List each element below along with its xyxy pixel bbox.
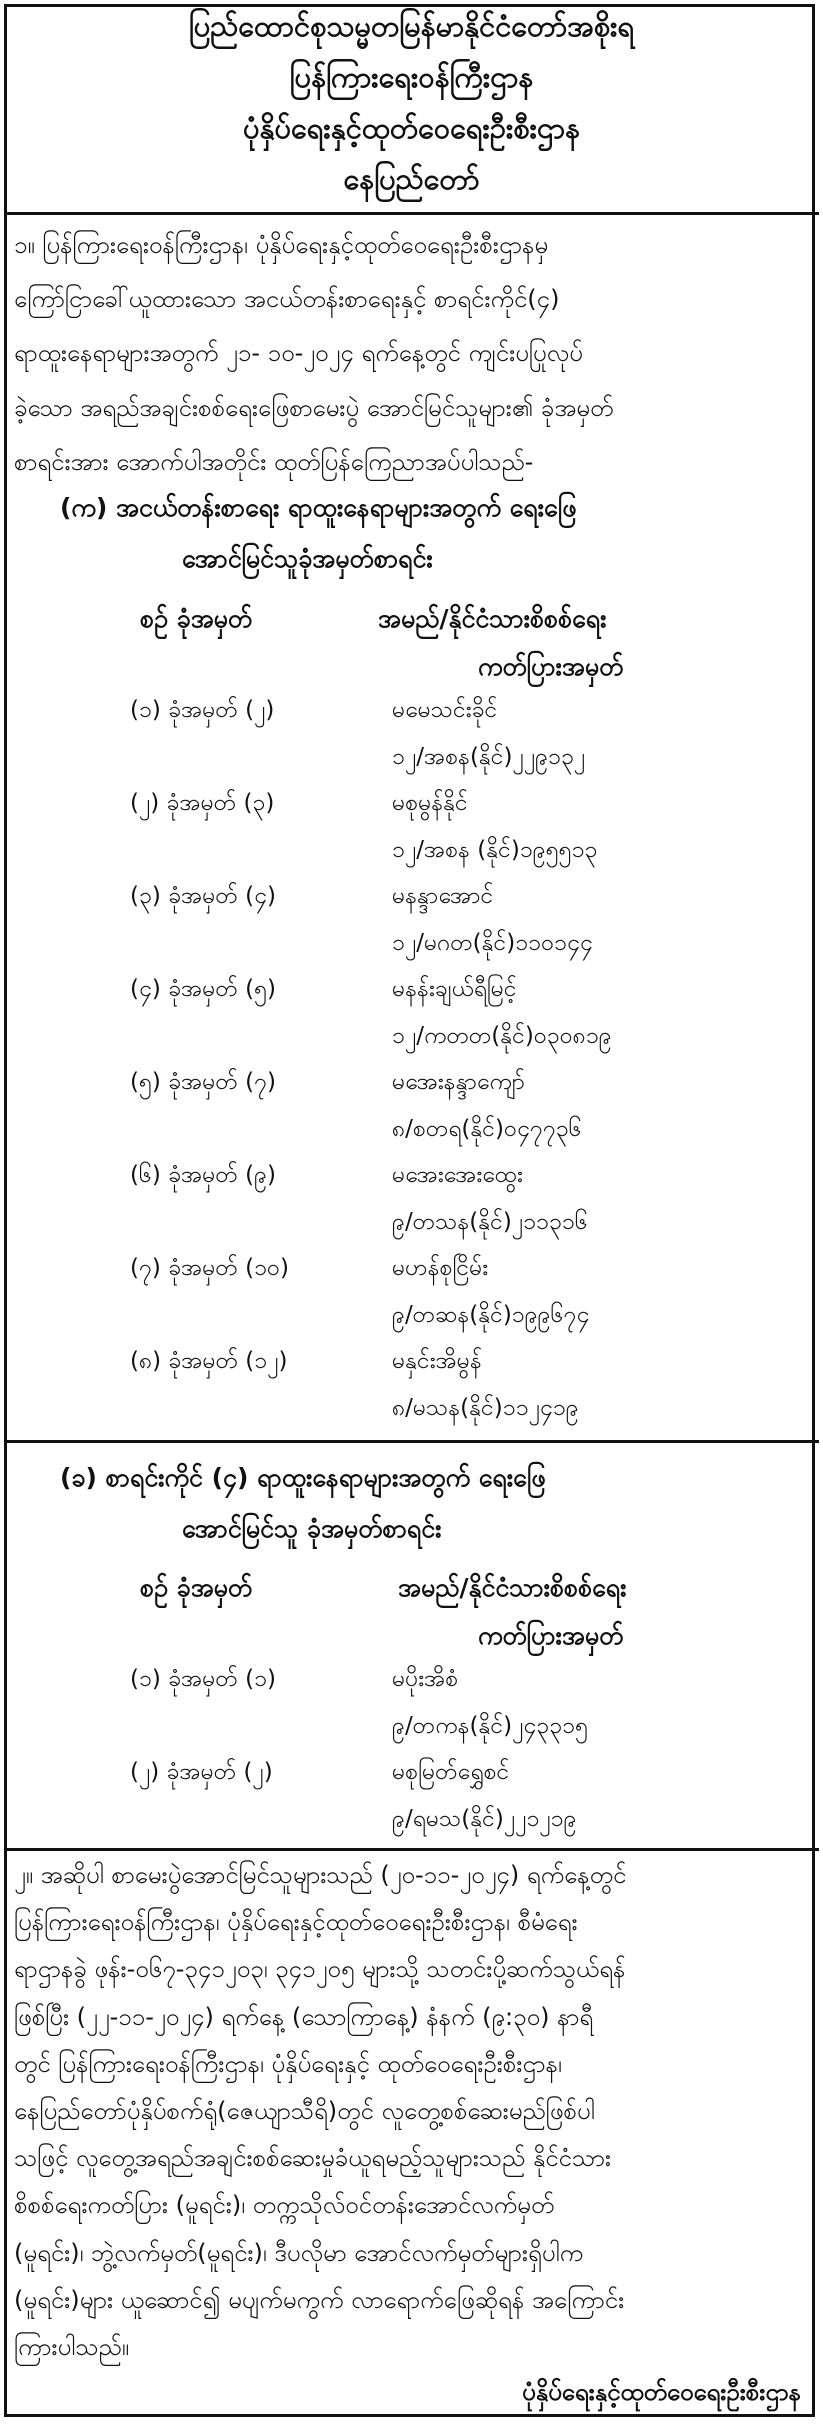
section-a-seq-header: စဉ် ခုံအမှတ် [140,604,253,633]
header-department: ပုံနှိပ်ရေးနှင့်ထုတ်ဝေရေးဦးစီးဌာန [242,111,581,145]
section-a-title: (က) အငယ်တန်းစာရေး ရာထူးနေရာများအတွက် ရေးဖြေ [60,493,577,522]
instructions-line: (မူရင်း)များ ယူဆောင်၍ မပျက်မကွက် လာရောက်ဖြေဆိုရန် အကြောင်း [14,2285,625,2314]
intro-paragraph [14,218,809,489]
section-a-row-nrc: ၉/တဆန(နိုင်)၁၉၉၆၇၄ [392,1302,590,1328]
section-a-row-seq: (၂) ခုံအမှတ် (၃) [130,790,275,816]
section-a-row-name: မနန်းချယ်ရီမြင့် [392,976,517,1002]
section-a-row-nrc: ၉/တသန(နိုင်)၂၁၁၃၁၆ [392,1209,588,1235]
intro-line: ၁။ ပြန်ကြားရေးဝန်ကြီးဌာန၊ ပုံနှိပ်ရေးနှင့်ထုတ်ဝေရေးဦးစီးဌာနမှ [14,231,549,259]
instructions-line: သဖြင့် လူတွေ့အရည်အချင်းစစ်ဆေးမှုခံယူရမည့်သူများသည် နိုင်ငံသား [14,2144,612,2173]
header-government: ပြည်ထောင်စုသမ္မတမြန်မာနိုင်ငံတော်အစိုးရ [188,9,635,43]
header-location: နေပြည်တော် [343,162,480,196]
instructions-line: နေပြည်တော်ပုံနှိပ်စက်ရုံ(ဇေယျာသီရိ)တွင် လူတွေ့စစ်ဆေးမည်ဖြစ်ပါ [14,2096,595,2125]
section-a-row-seq: (၁) ခုံအမှတ် (၂) [130,697,275,723]
instructions-line: ပြန်ကြားရေးဝန်ကြီးဌာန၊ ပုံနှိပ်ရေးနှင့်ထုတ်ဝေရေးဦးစီးဌာန၊ စီမံရေး [14,1908,578,1937]
instructions-line: (မူရင်း)၊ ဘွဲ့လက်မှတ်(မူရင်း)၊ ဒီပလိုမာ အောင်လက်မှတ်များရှိပါက [14,2238,584,2267]
section-a-divider [4,1440,819,1443]
section-b-card-header: ကတ်ပြားအမှတ် [478,1621,624,1650]
section-b-subtitle: အောင်မြင်သူ ခုံအမှတ်စာရင်း [182,1514,442,1543]
intro-line: ခဲ့သော အရည်အချင်းစစ်ရေးဖြေစာမေးပွဲ အောင်မြင်သူများ၏ ခုံအမှတ် [14,393,614,422]
section-b-divider [4,1848,819,1851]
instructions-line: ကြားပါသည်။ [14,2332,129,2361]
section-a-row-nrc: ၈/မသန(နိုင်)၁၁၂၄၁၉ [392,1395,579,1421]
section-a-subtitle: အောင်မြင်သူခုံအမှတ်စာရင်း [182,544,433,573]
intro-line: ကြော်ငြာခေါ်ယူထားသော အငယ်တန်းစာရေးနှင့် စာရင်းကိုင်(၄) [14,285,560,314]
section-a-card-header: ကတ်ပြားအမှတ် [478,652,624,681]
section-b-seq-header: စဉ် ခုံအမှတ် [140,1573,253,1602]
instructions-paragraph [14,1852,809,2371]
section-a-row-seq: (၈) ခုံအမှတ် (၁၂) [130,1348,288,1374]
instructions-line: စိစစ်ရေးကတ်ပြား (မူရင်း)၊ တက္ကသိုလ်ဝင်တန်းအောင်လက်မှတ် [14,2191,555,2220]
section-b-row-seq: (၂) ခုံအမှတ် (၂) [130,1759,273,1785]
section-a-row-name: မစုမွန်နိုင် [392,790,468,816]
section-a-name-header: အမည်/နိုင်ငံသားစိစစ်ရေး [378,604,607,633]
section-b-row-nrc: ၉/တကန(နိုင်)၂၄၃၃၁၅ [392,1713,589,1739]
section-a-row-name: မမေသင်းခိုင် [392,697,498,723]
instructions-line: ဖြစ်ပြီး (၂၂-၁၁-၂၀၂၄) ရက်နေ့ (သောကြာနေ့) နံနက် (၉:၃၀) နာရီ [14,2002,594,2031]
section-b-row-name: မပိုးအိစံ [392,1666,459,1692]
intro-line: စာရင်းအား အောက်ပါအတိုင်း ထုတ်ပြန်ကြေညာအပ်ပါသည်- [14,447,534,476]
section-b-row-seq: (၁) ခုံအမှတ် (၁) [130,1666,276,1692]
section-b-name-header: အမည်/နိုင်ငံသားစိစစ်ရေး [398,1573,627,1602]
section-b-title: (ခ) စာရင်းကိုင် (၄) ရာထူးနေရာများအတွက် ရေးဖြေ [60,1463,546,1492]
section-a-row-name: မနှင်းအိမွန် [392,1348,482,1374]
header-divider [4,212,819,215]
section-a-row-seq: (၅) ခုံအမှတ် (၇) [130,1069,276,1095]
section-b-row-nrc: ၉/ရမသ(နိုင်)၂၂၁၂၁၉ [392,1806,577,1832]
instructions-line: ၂။ အဆိုပါ စာမေးပွဲအောင်မြင်သူများသည် (၂၀-၁၁-၂၀၂၄) ရက်နေ့တွင် [14,1861,627,1889]
section-a-row-name: မအေးအေးထွေး [392,1162,523,1188]
header-ministry: ပြန်ကြားရေးဝန်ကြီးဌာန [289,60,534,94]
section-a-row-name: မအေးနန္ဒာကျော် [392,1069,526,1095]
section-a-row-seq: (၆) ခုံအမှတ် (၉) [130,1162,276,1188]
section-a-row-seq: (၇) ခုံအမှတ် (၁၀) [130,1255,289,1281]
section-a-row-nrc: ၁၂/မဂတ(နိုင်)၁၁၀၁၄၄ [392,930,593,956]
instructions-line: တွင် ပြန်ကြားရေးဝန်ကြီးဌာန၊ ပုံနှိပ်ရေးနှင့် ထုတ်ဝေရေးဦးစီးဌာန၊ [14,2049,562,2078]
signature-department: ပုံနှိပ်ရေးနှင့်ထုတ်ဝေရေးဦးစီးဌာန [522,2378,801,2406]
section-a-row-seq: (၃) ခုံအမှတ် (၄) [130,883,276,909]
section-a-row-name: မနန္ဒာအောင် [392,883,494,909]
section-a-row-nrc: ၁၂/အစန (နိုင်)၁၉၅၅၁၃ [392,837,598,863]
section-b-row-name: မစုမြတ်ရွှေစင် [392,1759,510,1785]
section-a-row-nrc: ၈/စတရ(နိုင်)၀၄၇၇၃၆ [392,1116,582,1142]
section-a-row-name: မဟန်စုငြိမ်း [392,1255,489,1281]
section-a-row-seq: (၄) ခုံအမှတ် (၅) [130,976,276,1002]
instructions-line: ရာဌာနခွဲ ဖုန်း-၀၆၇-၃၄၁၂၀၃၊ ၃၄၁၂၀၅ များသို့ သတင်းပို့ဆက်သွယ်ရန် [14,1955,626,1984]
section-a-row-nrc: ၁၂/အစန(နိုင်)၂၂၉၁၃၂ [392,744,586,770]
section-a-row-nrc: ၁၂/ကတတ(နိုင်)၀၃၀၈၁၉ [392,1023,612,1049]
intro-line: ရာထူးနေရာများအတွက် ၂၁- ၁၀-၂၀၂၄ ရက်နေ့တွင် ကျင်းပပြုလုပ် [14,339,583,368]
